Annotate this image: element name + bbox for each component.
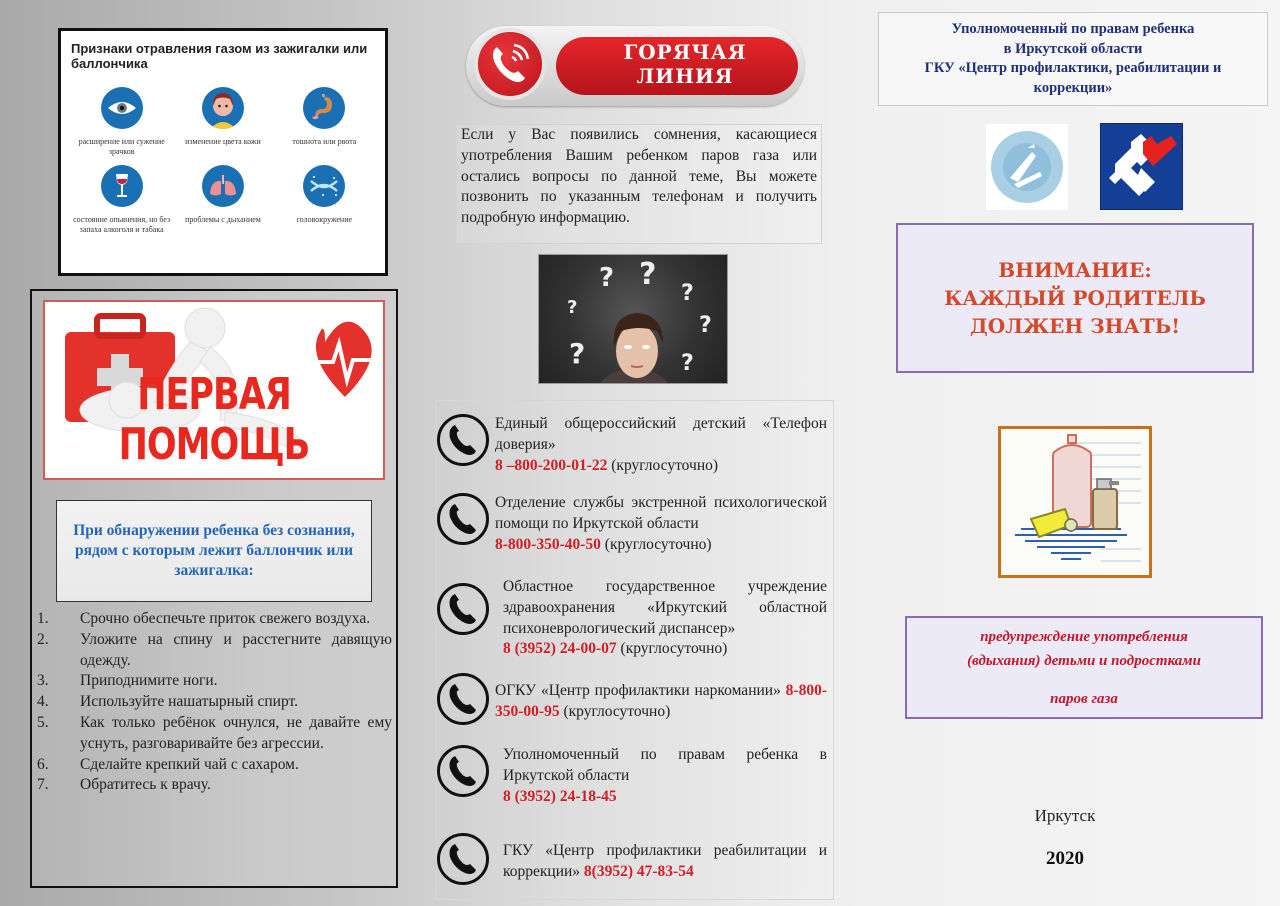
phone-icon [437,673,489,725]
phone-icon [437,414,489,466]
prevention-box: предупреждение употребления (вдыхания) детьми и подростками паров газа [905,616,1263,719]
question-mark-icon: ? [569,337,586,370]
first-aid-title: ПЕРВАЯ ПОМОЩЬ [118,370,310,470]
year-label: 2020 [1046,848,1084,869]
symptom-item: состояние опьянения, но без запаха алкоголя и табака [71,165,172,235]
first-aid-step: 5. Как только ребёнок очнулся, не давайте ему уснуть, разговаривайте без агрессии. [37,713,392,752]
symptom-item: изменение цвета кожи [172,87,273,157]
rehab-center-logo [1100,123,1183,210]
eye-icon [101,87,143,129]
phone-number[interactable]: 8(3952) 47-83-54 [583,862,694,880]
phone-ringing-icon [474,28,546,100]
face-icon [202,87,244,129]
first-aid-step: 3. Приподнимите ноги. [37,672,218,690]
phone-number[interactable]: 8-800-350-40-50 [495,535,601,553]
symptom-item: расширение или сужение зрачков [71,87,172,157]
phone-icon [437,745,489,797]
phone-icon [437,493,489,545]
phone-number[interactable]: 8 (3952) 24-18-45 [503,787,617,805]
first-aid-step: 2. Уложите на спину и расстегните давящую одежду. [37,630,392,669]
contact-item: Уполномоченный по правам ребенка в Иркутской области 8 (3952) 24-18-45 [437,745,835,807]
first-aid-step: 7. Обратитесь к врачу. [37,776,211,794]
first-aid-warning: При обнаружении ребенка без сознания, рядом с которым лежит баллончик или зажигалка: [73,522,355,579]
question-mark-icon: ? [699,313,712,338]
symptom-item: проблемы с дыханием [172,165,273,235]
spray-can-icon [1093,479,1119,529]
question-mark-icon: ? [639,257,657,292]
stomach-icon [303,87,345,129]
contact-item: Единый общероссийский детский «Телефон доверия» 8 –800-200-01-22 (круглосуточно) [437,414,835,476]
first-aid-step: 4. Используйте нашатырный спирт. [37,693,298,711]
hotline-intro: Если у Вас появились сомнения, касающиеся употребления Вашим ребенком паров газа или остались вопросы по данной теме, Вы можете позвонить по указанным телефонам и получить подробную информацию. [456,124,822,244]
phone-number[interactable]: 8 (3952) 24-00-07 [503,640,617,658]
phone-icon [437,583,489,635]
phone-number[interactable]: 8 –800-200-01-22 [495,456,608,474]
question-mark-icon: ? [681,351,694,376]
question-mark-icon: ? [567,297,578,318]
first-aid-warning-box [56,500,372,602]
water-splash-icon [1015,529,1127,559]
confused-woman-photo [538,254,728,384]
organization-header: Уполномоченный по правам ребенка в Иркутской области ГКУ «Центр профилактики, реабилитации и коррекции» [878,12,1268,106]
first-aid-banner [43,300,385,480]
attention-box: ВНИМАНИЕ: КАЖДЫЙ РОДИТЕЛЬ ДОЛЖЕН ЗНАТЬ! [896,223,1254,373]
cross-heart-logo-icon [1101,124,1182,209]
symptoms-title: Признаки отравления газом из зажигалки или баллончика [71,41,368,71]
phone-icon [437,833,489,885]
hotline-banner [466,22,808,108]
contact-item: Отделение службы экстренной психологической помощи по Иркутской области 8-800-350-40-50 (круглосуточно) [437,493,835,555]
hands-logo-icon [988,126,1066,208]
first-aid-step: 6. Сделайте крепкий чай с сахаром. [37,755,299,773]
contact-item: ОГКУ «Центр профилактики наркомании» 8-800-350-00-95 (круглосуточно) [437,673,835,725]
hotline-label: ГОРЯЧАЯ ЛИНИЯ [623,40,747,88]
question-mark-icon: ? [681,281,694,306]
symptom-item: тошнота или рвота [274,87,375,157]
first-aid-steps [37,609,392,796]
first-aid-step: 1. Срочно обеспечьте приток свежего воздуха. [37,610,371,627]
phone-number[interactable]: 8-800-350-00-95 [495,682,827,720]
lungs-icon [202,165,244,207]
dizziness-icon [303,165,345,207]
contact-item: Областное государственное учреждение здравоохранения «Иркутский областной психоневрологический диспансер» 8 (3952) 24-00-07 (круглосуточно) [437,577,835,660]
contact-item: ГКУ «Центр профилактики реабилитации и коррекции» 8(3952) 47-83-54 [437,833,835,885]
woman-figure-icon [539,255,728,384]
ombudsman-logo [986,124,1068,210]
wine-glass-icon [101,165,143,207]
question-mark-icon: ? [599,263,615,293]
contacts-list [436,400,834,900]
symptoms-panel [58,28,388,276]
city-label: Иркутск [1034,806,1096,825]
gas-cans-illustration [998,426,1152,578]
symptom-item: головокружение [274,165,375,235]
